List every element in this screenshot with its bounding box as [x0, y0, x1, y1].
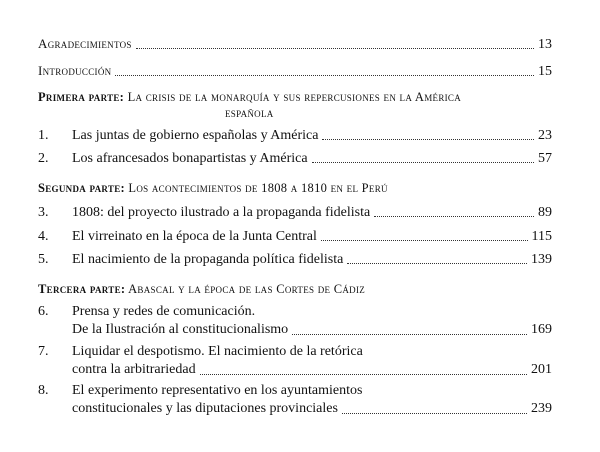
toc-entry-title: Introducción — [38, 63, 112, 78]
chapter-title-line-1: El experimento representativo en los ayuntamientos — [72, 383, 363, 398]
toc-entry-chapter-5[interactable] — [38, 252, 552, 268]
part-title: Abascal y la época de las Cortes de Cádiz — [128, 282, 366, 296]
part-title: La crisis de la monarquía y sus repercusiones en la América — [127, 90, 462, 104]
toc-entry-chapter-2[interactable] — [38, 151, 552, 167]
chapter-title-line-2: constitucionales y las diputaciones provinciales — [72, 401, 338, 416]
toc-entry-chapter-6[interactable] — [38, 303, 552, 339]
toc-page-number: 15 — [538, 64, 552, 79]
part-heading-2 — [38, 180, 552, 196]
chapter-number: 4. — [38, 229, 49, 244]
leader-dots — [342, 412, 527, 414]
leader-dots — [200, 373, 527, 375]
chapter-title-line-1: Liquidar el despotismo. El nacimiento de la retórica — [72, 344, 363, 359]
leader-dots — [136, 47, 534, 49]
toc-entry-chapter-7[interactable] — [38, 343, 552, 379]
toc-page-number: 13 — [538, 37, 552, 52]
toc-entry-chapter-3[interactable] — [38, 205, 552, 221]
toc-page-number: 139 — [531, 252, 552, 267]
toc-entry-title: Agradecimientos — [38, 36, 132, 51]
part-label: Segunda parte: — [38, 181, 125, 195]
chapter-number: 6. — [38, 304, 49, 319]
chapter-number: 5. — [38, 252, 49, 267]
part-label: Tercera parte: — [38, 282, 126, 296]
chapter-title: 1808: del proyecto ilustrado a la propaganda fidelista — [72, 205, 371, 220]
leader-dots — [321, 239, 528, 241]
leader-dots — [115, 74, 534, 76]
chapter-title-line-2: contra la arbitrariedad — [72, 362, 196, 377]
toc-page-number: 23 — [538, 128, 552, 143]
part-title-continuation: española — [225, 106, 274, 120]
leader-dots — [347, 262, 527, 264]
leader-dots — [322, 138, 534, 140]
chapter-title-line-2: De la Ilustración al constitucionalismo — [72, 322, 289, 337]
toc-page-number: 89 — [538, 205, 552, 220]
part-title: Los acontecimientos de 1808 a 1810 en el Perú — [128, 181, 388, 195]
chapter-title: Las juntas de gobierno españolas y América — [72, 128, 319, 143]
toc-page-number: 115 — [531, 229, 552, 244]
toc-entry-chapter-1[interactable] — [38, 128, 552, 144]
chapter-number: 3. — [38, 205, 49, 220]
chapter-number: 7. — [38, 344, 49, 359]
chapter-title: El virreinato en la época de la Junta Central — [72, 229, 317, 244]
toc-entry-acknowledgements[interactable] — [38, 36, 552, 53]
chapter-title: El nacimiento de la propaganda política fidelista — [72, 252, 344, 267]
part-label: Primera parte: — [38, 90, 125, 104]
toc-entry-chapter-4[interactable] — [38, 229, 552, 245]
leader-dots — [312, 161, 534, 163]
chapter-number: 8. — [38, 383, 49, 398]
toc-page-number: 57 — [538, 151, 552, 166]
toc-page-number: 201 — [531, 362, 552, 377]
leader-dots — [292, 333, 527, 335]
chapter-number: 2. — [38, 151, 49, 166]
chapter-title: Los afrancesados bonapartistas y América — [72, 151, 308, 166]
toc-page-number: 239 — [531, 401, 552, 416]
toc-entry-introduction[interactable] — [38, 63, 552, 80]
part-heading-3 — [38, 281, 552, 297]
toc-entry-chapter-8[interactable] — [38, 382, 552, 418]
part-heading-1 — [38, 89, 552, 120]
chapter-number: 1. — [38, 128, 49, 143]
chapter-title-line-1: Prensa y redes de comunicación. — [72, 304, 256, 319]
leader-dots — [374, 215, 534, 217]
toc-page-number: 169 — [531, 322, 552, 337]
